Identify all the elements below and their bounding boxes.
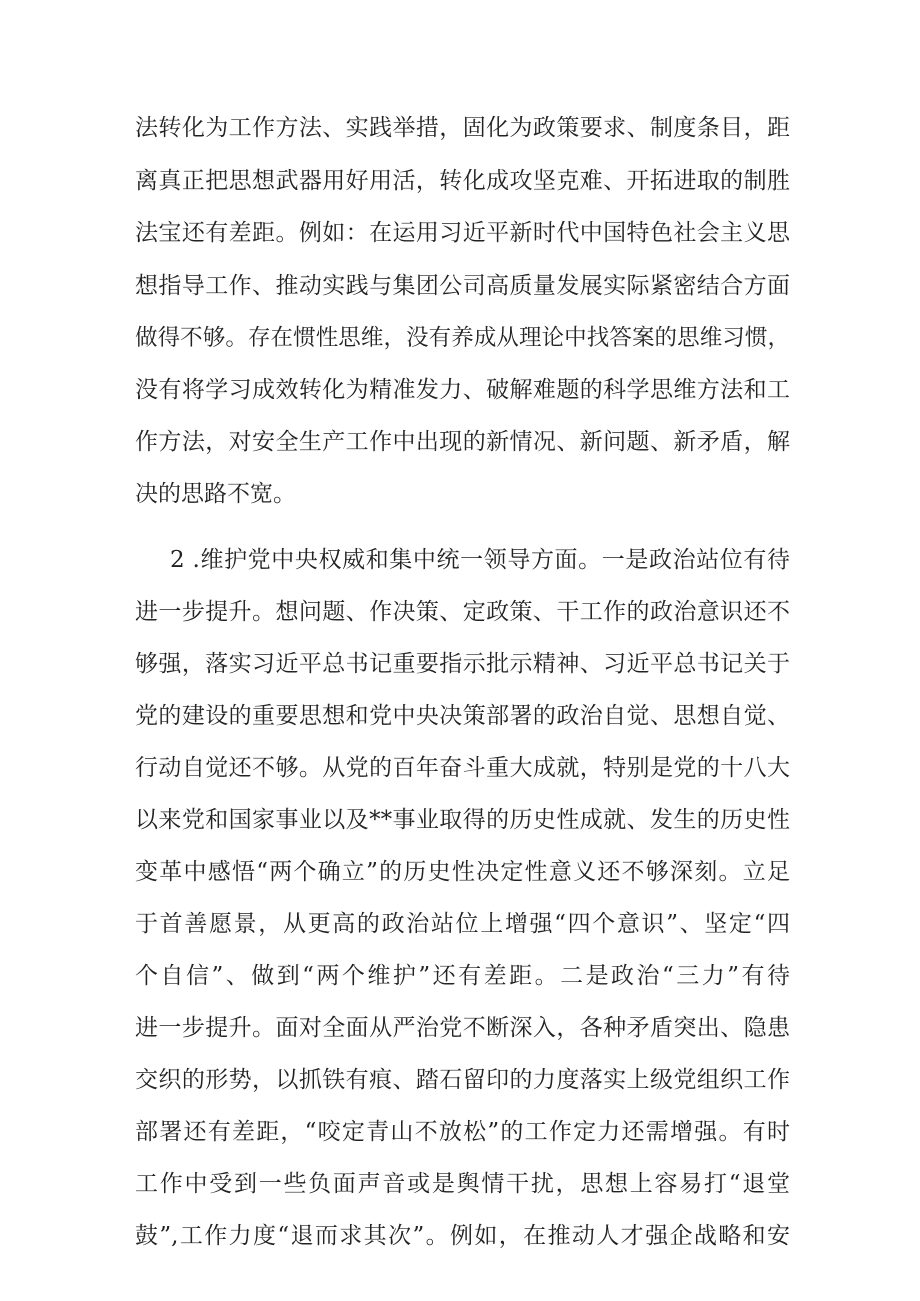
paragraph-2-line-9: 个自信”、做到“两个维护”还有差距。二是政治“三力”有待 [135,963,790,989]
paragraph-1-line-8: 决的思路不宽。 [135,481,296,507]
paragraph-2-line-2: 进一步提升。想问题、作决策、定政策、干工作的政治意识还不 [135,599,790,625]
paragraph-2-line-6: 以来党和国家事业以及**事业取得的历史性成就、发生的历史性 [135,807,790,833]
paragraph-2-line-8: 于首善愿景，从更高的政治站位上增强“四个意识”、坚定“四 [135,911,790,937]
paragraph-2-line-14: 鼓”,工作力度“退而求其次”。例如，在推动人才强企战略和安 [135,1223,790,1249]
paragraph-2-line-1: 2 .维护党中央权威和集中统一领导方面。一是政治站位有待 [170,547,790,573]
paragraph-1-line-5: 做得不够。存在惯性思维，没有养成从理论中找答案的思维习惯， [135,325,790,351]
paragraph-2-line-13: 工作中受到一些负面声音或是舆情干扰，思想上容易打“退堂 [135,1171,790,1197]
paragraph-1-line-1: 法转化为工作方法、实践举措，固化为政策要求、制度条目，距 [135,115,790,141]
paragraph-2-line-11: 交织的形势，以抓铁有痕、踏石留印的力度落实上级党组织工作 [135,1067,790,1093]
paragraph-1-line-2: 离真正把思想武器用好用活，转化成攻坚克难、开拓进取的制胜 [135,168,790,194]
paragraph-2-line-3: 够强，落实习近平总书记重要指示批示精神、习近平总书记关于 [135,651,790,677]
paragraph-1-line-4: 想指导工作、推动实践与集团公司高质量发展实际紧密结合方面 [135,273,790,299]
paragraph-2-line-7: 变革中感悟“两个确立”的历史性决定性意义还不够深刻。立足 [135,859,790,885]
paragraph-2-line-5: 行动自觉还不够。从党的百年奋斗重大成就，特别是党的十八大 [135,755,790,781]
paragraph-1-line-3: 法宝还有差距。例如：在运用习近平新时代中国特色社会主义思 [135,220,790,246]
paragraph-2-line-4: 党的建设的重要思想和党中央决策部署的政治自觉、思想自觉、 [135,703,790,729]
paragraph-2-line-10: 进一步提升。面对全面从严治党不断深入，各种矛盾突出、隐患 [135,1015,790,1041]
paragraph-1-line-6: 没有将学习成效转化为精准发力、破解难题的科学思维方法和工 [135,377,790,403]
paragraph-2-line-12: 部署还有差距，“咬定青山不放松”的工作定力还需增强。有时 [135,1119,790,1145]
paragraph-1-line-7: 作方法，对安全生产工作中出现的新情况、新问题、新矛盾，解 [135,429,790,455]
